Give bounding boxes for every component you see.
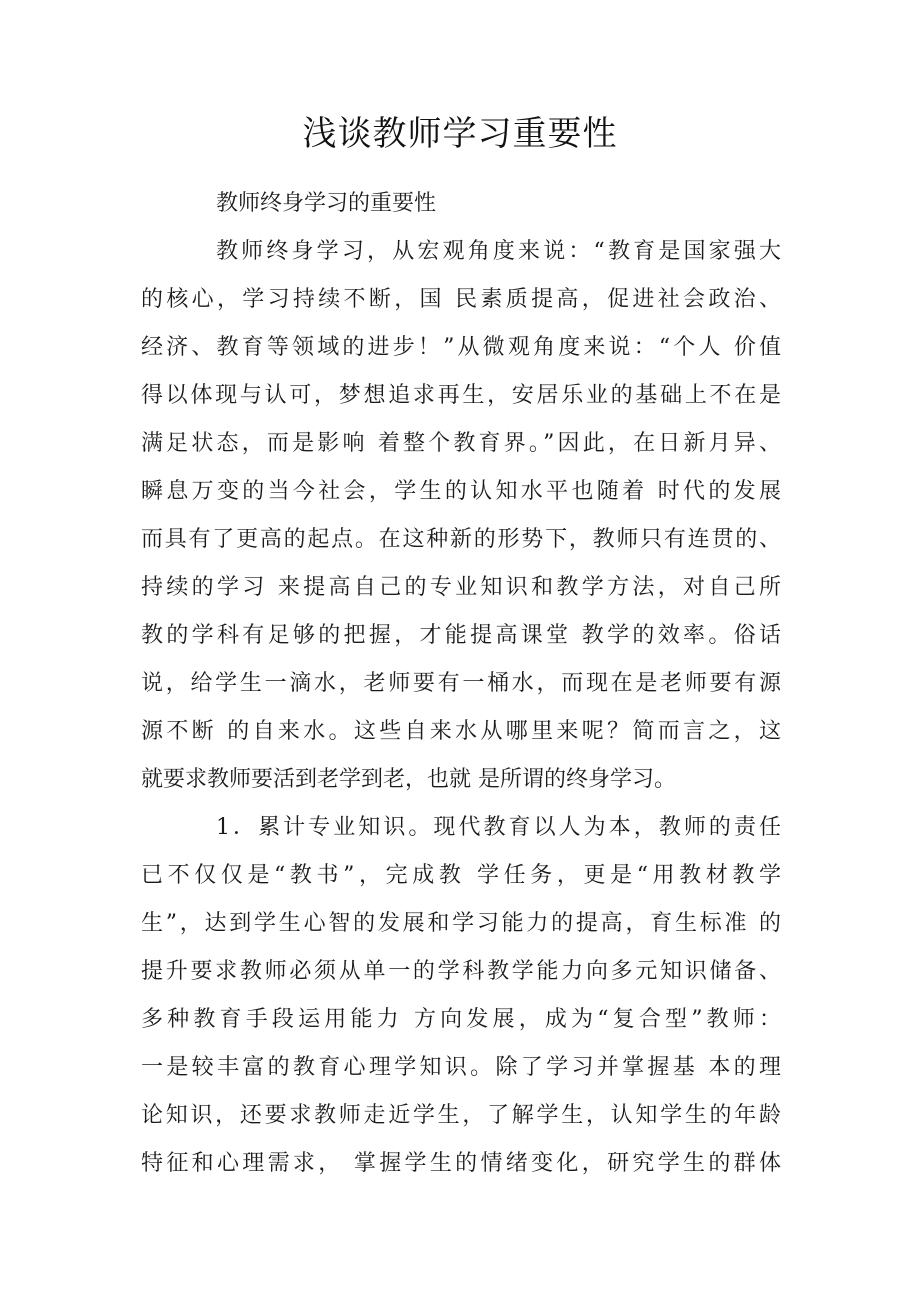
- paragraph-line: 就要求教师要活到老学到老，也就 是所谓的终身学习。: [141, 767, 676, 792]
- paragraph-line: 满足状态，而是影响 着整个教育界。”因此，在日新月异、: [141, 431, 781, 456]
- paragraph-line: 说，给学生一滴水，老师要有一桶水，而现在是老师要有源: [141, 671, 781, 696]
- section-heading: 教师终身学习的重要性: [216, 191, 437, 216]
- paragraph-line: 特征和心理需求， 掌握学生的情绪变化，研究学生的群体: [141, 1151, 781, 1176]
- paragraph-line: 的核心，学习持续不断，国 民素质提高，促进社会政治、: [141, 287, 781, 312]
- paragraph-line: 源不断 的自来水。这些自来水从哪里来呢？简而言之，这: [141, 719, 781, 744]
- paragraph-line: 得以体现与认可，梦想追求再生，安居乐业的基础上不在是: [141, 383, 781, 408]
- paragraph-line: 已不仅仅是“教书”，完成教 学任务，更是“用教材教学: [141, 863, 781, 888]
- paragraph-line: 经济、教育等领域的进步！”从微观角度来说：“个人 价值: [141, 335, 781, 360]
- paragraph-overview: [141, 228, 781, 804]
- paragraph-line: 提升要求教师必须从单一的学科教学能力向多元知识储备、: [141, 959, 781, 984]
- paragraph-line: 论知识，还要求教师走近学生，了解学生，认知学生的年龄: [141, 1103, 781, 1128]
- paragraph-line: 生”，达到学生心智的发展和学习能力的提高，育生标准 的: [141, 911, 781, 936]
- paragraph-line: 多种教育手段运用能力 方向发展，成为“复合型”教师：: [141, 1007, 781, 1032]
- paragraph-line: 1．累计专业知识。现代教育以人为本，教师的责任: [216, 815, 781, 840]
- paragraph-line: 教的学科有足够的把握，才能提高课堂 教学的效率。俗话: [141, 623, 781, 648]
- paragraph-line: 瞬息万变的当今社会，学生的认知水平也随着 时代的发展: [141, 479, 781, 504]
- paragraph-line: 而具有了更高的起点。在这种新的形势下，教师只有连贯的、: [141, 527, 781, 552]
- document-body: [141, 180, 781, 1188]
- paragraph-line: 一是较丰富的教育心理学知识。除了学习并掌握基 本的理: [141, 1055, 781, 1080]
- paragraph-line: 持续的学习 来提高自己的专业知识和教学方法，对自己所: [141, 575, 781, 600]
- paragraph-professional-knowledge: [141, 804, 781, 1188]
- document-title: 浅谈教师学习重要性: [302, 114, 618, 154]
- paragraph-line: 教师终身学习，从宏观角度来说：“教育是国家强大: [216, 239, 781, 264]
